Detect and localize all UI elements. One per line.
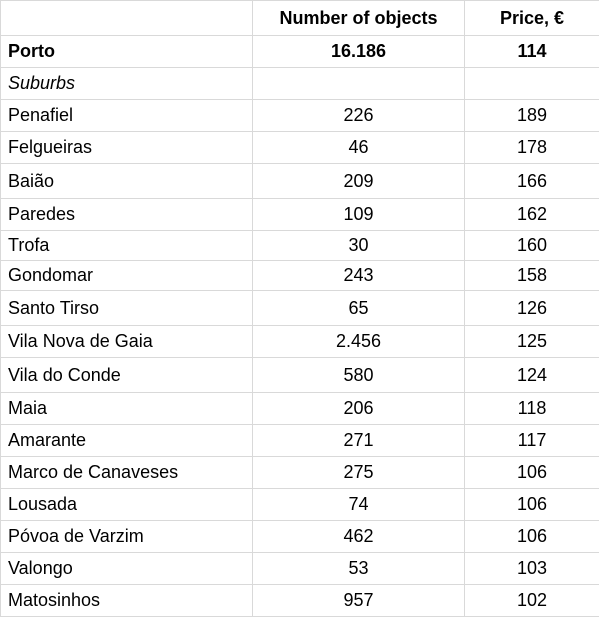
price-value: 126: [465, 291, 599, 326]
city-name: Gondomar: [1, 261, 253, 291]
table-row: [1, 425, 599, 457]
price-value: 118: [465, 393, 599, 425]
porto-objects: 16.186: [253, 36, 465, 68]
table-row: [1, 457, 599, 489]
table-row: [1, 585, 599, 617]
table-row: [1, 100, 599, 132]
price-value: 189: [465, 100, 599, 132]
price-value: 166: [465, 164, 599, 199]
table-row: [1, 326, 599, 358]
objects-count: 46: [253, 132, 465, 164]
porto-name: Porto: [1, 36, 253, 68]
city-name: Felgueiras: [1, 132, 253, 164]
city-name: Maia: [1, 393, 253, 425]
table-row: [1, 199, 599, 231]
city-name: Santo Tirso: [1, 291, 253, 326]
objects-count: 74: [253, 489, 465, 521]
objects-count: 53: [253, 553, 465, 585]
price-value: 106: [465, 521, 599, 553]
city-name: Vila do Conde: [1, 358, 253, 393]
price-value: 102: [465, 585, 599, 617]
porto-price: 114: [465, 36, 599, 68]
price-value: 158: [465, 261, 599, 291]
porto-row: [1, 36, 599, 68]
objects-count: 243: [253, 261, 465, 291]
objects-count: 30: [253, 231, 465, 261]
city-name: Valongo: [1, 553, 253, 585]
suburbs-row: [1, 68, 599, 100]
header-blank-cell: [1, 1, 253, 36]
objects-count: 275: [253, 457, 465, 489]
city-name: Lousada: [1, 489, 253, 521]
suburbs-label: Suburbs: [1, 68, 253, 100]
table-row: [1, 553, 599, 585]
price-value: 178: [465, 132, 599, 164]
suburbs-empty-price: [465, 68, 599, 100]
price-value: 117: [465, 425, 599, 457]
header-row: [1, 1, 599, 36]
objects-count: 462: [253, 521, 465, 553]
objects-count: 580: [253, 358, 465, 393]
table-row: [1, 164, 599, 199]
table-row: [1, 231, 599, 261]
city-name: Trofa: [1, 231, 253, 261]
city-name: Baião: [1, 164, 253, 199]
suburbs-empty-objects: [253, 68, 465, 100]
header-price: Price, €: [465, 1, 599, 36]
table-row: [1, 261, 599, 291]
table-row: [1, 521, 599, 553]
table-row: [1, 132, 599, 164]
table-row: [1, 393, 599, 425]
city-name: Paredes: [1, 199, 253, 231]
price-value: 125: [465, 326, 599, 358]
city-name: Marco de Canaveses: [1, 457, 253, 489]
price-value: 103: [465, 553, 599, 585]
objects-count: 271: [253, 425, 465, 457]
objects-count: 209: [253, 164, 465, 199]
city-name: Amarante: [1, 425, 253, 457]
price-value: 162: [465, 199, 599, 231]
objects-count: 2.456: [253, 326, 465, 358]
objects-count: 65: [253, 291, 465, 326]
city-name: Matosinhos: [1, 585, 253, 617]
objects-count: 957: [253, 585, 465, 617]
city-name: Póvoa de Varzim: [1, 521, 253, 553]
city-name: Penafiel: [1, 100, 253, 132]
table-row: [1, 489, 599, 521]
objects-count: 226: [253, 100, 465, 132]
city-name: Vila Nova de Gaia: [1, 326, 253, 358]
objects-count: 206: [253, 393, 465, 425]
price-value: 106: [465, 457, 599, 489]
price-value: 124: [465, 358, 599, 393]
table-row: [1, 358, 599, 393]
price-value: 160: [465, 231, 599, 261]
header-objects: Number of objects: [253, 1, 465, 36]
price-value: 106: [465, 489, 599, 521]
objects-count: 109: [253, 199, 465, 231]
table-row: [1, 291, 599, 326]
